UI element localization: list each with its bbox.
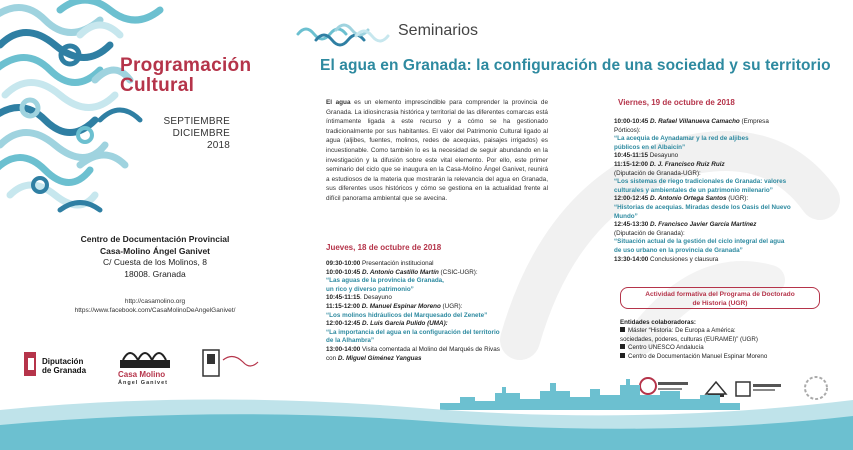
program-dates: [150, 116, 230, 152]
website-link[interactable]: http://casamolino.org: [124, 298, 186, 305]
schedule-speaker: D. Manuel Espinar Moreno: [359, 302, 441, 310]
venue-links: [40, 297, 270, 315]
venue-street: C/ Cuesta de los Molinos, 8: [103, 257, 207, 267]
entity-label: Centro UNESCO Andalucía: [628, 344, 704, 352]
bullet-square-icon: [620, 327, 625, 332]
schedule-detail: Desayuno: [647, 152, 679, 160]
diputacion-line2: de Granada: [42, 366, 87, 375]
entity-label: Centro de Documentación Manuel Espinar Moreno: [628, 352, 768, 360]
schedule-item: [614, 221, 844, 255]
schedule-time: 12:00-12:45: [614, 195, 649, 203]
schedule-detail: (Diputación de Granada):: [614, 229, 685, 237]
program-title: [120, 56, 251, 96]
bottom-wave-decoration: [0, 380, 853, 450]
facebook-link[interactable]: https://www.facebook.com/CasaMolinoDeAngelGanivet/: [74, 307, 236, 314]
casa-molino-sub: Ángel Ganivet: [118, 380, 168, 386]
collaborating-entities: [620, 319, 840, 361]
talk-title: “Situación actual de la gestión del ciclo integral del agua de uso urbano en la provincia de Granada”: [614, 238, 785, 254]
schedule-time: 10:45-11:15: [614, 152, 648, 160]
schedule-item: [326, 303, 586, 320]
talk-title: “Los molinos hidráulicos del Marquesado del Zenete”: [326, 311, 488, 319]
schedule-item: [326, 320, 586, 346]
venue-name-line2: Casa-Molino Ángel Ganivet: [99, 245, 211, 256]
entities-heading: Entidades colaboradoras:: [620, 319, 696, 326]
schedule-speaker: D. Miguel Giménez Yanguas: [337, 354, 422, 362]
bullet-square-icon: [620, 353, 625, 358]
venue-address: [40, 234, 270, 280]
activity-line1: Actividad formativa del Programa de Doctorado: [645, 291, 795, 298]
ganivet-seal-logo: [203, 350, 258, 376]
thursday-title: Jueves, 18 de octubre de 2018: [326, 243, 442, 252]
schedule-item: [326, 260, 586, 269]
bullet-square-icon: [620, 344, 625, 349]
schedule-item: [326, 355, 586, 364]
talk-title: “Historias de acequias. Miradas desde los Oasis del Nuevo Mundo”: [614, 203, 791, 220]
schedule-detail: (UGR):: [440, 302, 463, 310]
venue-name-line1: Centro de Documentación Provincial: [80, 234, 230, 244]
schedule-detail: Visita comentada al Molino del Marqués de Rivas: [360, 345, 500, 353]
schedule-item: [614, 152, 844, 161]
schedule-detail: (UGR):: [726, 195, 749, 203]
intro-paragraph: [326, 98, 548, 204]
entity-label: Máster “Historia: De Europa a América: sociedades, poderes, culturas (EURAMEI)” (UGR): [620, 327, 758, 343]
venue-city: 18008. Granada: [124, 268, 186, 279]
intro-bold-start: El agua: [326, 99, 351, 106]
program-title-line1: Programación: [120, 55, 252, 76]
schedule-detail: . Desayuno: [359, 294, 392, 302]
talk-title: “La acequia de Aynadamar y la red de aljibes públicos en el Albaicín”: [614, 135, 749, 151]
schedule-time: 11:15-12:00: [614, 160, 648, 168]
schedule-time: 13:30-14:00: [614, 255, 649, 263]
seminarios-label: Seminarios: [398, 22, 479, 39]
entity-item: [620, 344, 840, 352]
schedule-item: [614, 118, 844, 152]
friday-schedule: [614, 118, 844, 264]
schedule-item: [614, 195, 844, 221]
schedule-item: [326, 294, 586, 303]
thursday-schedule: [326, 260, 586, 363]
dates-line3: 2018: [206, 140, 230, 151]
schedule-speaker: D. Rafael Villanueva Camacho: [648, 118, 740, 125]
entity-item: [620, 327, 840, 344]
diputacion-line1: Diputación: [42, 357, 84, 366]
diputacion-logo: [24, 352, 36, 376]
schedule-speaker: D. Francisco Javier García Martínez: [648, 221, 757, 229]
schedule-item: [614, 161, 844, 195]
schedule-time: 10:45-11:15: [326, 294, 360, 302]
schedule-item: [326, 346, 586, 355]
schedule-time: 12:45-13:30: [614, 221, 649, 229]
schedule-detail: Conclusiones y clausura: [648, 255, 719, 263]
dates-line1: SEPTIEMBRE: [163, 116, 230, 127]
friday-title: Viernes, 19 de octubre de 2018: [618, 98, 735, 107]
schedule-speaker: D. Luis García Pulido (UMA):: [360, 320, 448, 328]
schedule-speaker: D. Antonio Castillo Martín: [360, 268, 439, 276]
schedule-time: 11:15-12:00: [326, 302, 360, 310]
dates-line2: DICIEMBRE: [172, 128, 230, 139]
schedule-time: 10:00-10:45: [614, 118, 649, 125]
schedule-item: [614, 256, 844, 265]
schedule-time: 13:00-14:00: [326, 345, 361, 353]
schedule-detail: (Diputación de Granada-UGR):: [614, 169, 701, 177]
entity-item: [620, 353, 840, 361]
wave-pattern-decoration: [0, 0, 200, 230]
casa-molino-name: Casa Molino: [118, 370, 166, 379]
activity-line2: de Historia (UGR): [692, 300, 748, 307]
schedule-time: 12:00-12:45: [326, 320, 361, 328]
talk-title: “Las aguas de la provincia de Granada, un rico y diverso patrimonio”: [326, 277, 444, 293]
schedule-item: [326, 269, 586, 295]
casa-molino-logo: [120, 353, 170, 368]
talk-title: “Los sistemas de riego tradicionales de Granada: valores culturales y ambientales de un patrimonio milenario”: [614, 178, 787, 194]
talk-title: “La importancia del agua en la configuración del territorio de la Alhambra”: [326, 328, 500, 345]
program-title-line2: Cultural: [120, 75, 195, 96]
schedule-detail: con: [326, 354, 338, 362]
schedule-time: 09:30-10:00: [326, 260, 361, 267]
schedule-detail: (Empresa Pórticos):: [614, 118, 769, 134]
intro-body: es un elemento imprescindible para comprender la provincia de Granada. La idiosincrasia histórica y territorial de las diferentes comarcas está íntimamente ligada a este recurso y a cómo se ha gestionado tradicionalmente por sus habitantes. El valor del Patrimonio Cultural ligado al agua (aljibes, fuentes, molinos, redes de acequias, paisajes irrigados) es incuestionable. Como también lo es la necesidad de seguir abundando en la investigación y la difusión sobre este vital elemento. Por ello, este primer seminario del ciclo que se inaugura en la Casa-Molino Ángel Ganivet, reunirá a estudiosos de la materia que mostrarán la relevancia del agua en Granada, sus diferentes usos históricos y cómo se gestiona en la actualidad frente al difícil panorama ambiental que se avecina.: [326, 99, 550, 202]
schedule-speaker: D. J. Francisco Ruiz Ruiz: [647, 160, 725, 168]
schedule-speaker: D. Antonio Ortega Santos: [648, 195, 727, 203]
diputacion-logo-text: [42, 357, 86, 375]
doctorate-activity-box: [620, 287, 820, 309]
schedule-detail: Presentación institucional: [360, 260, 434, 267]
schedule-time: 10:00-10:45: [326, 268, 361, 276]
seminar-title: El agua en Granada: la configuración de una sociedad y su territorio: [320, 57, 831, 74]
schedule-detail: (CSIC-UGR):: [438, 268, 478, 276]
